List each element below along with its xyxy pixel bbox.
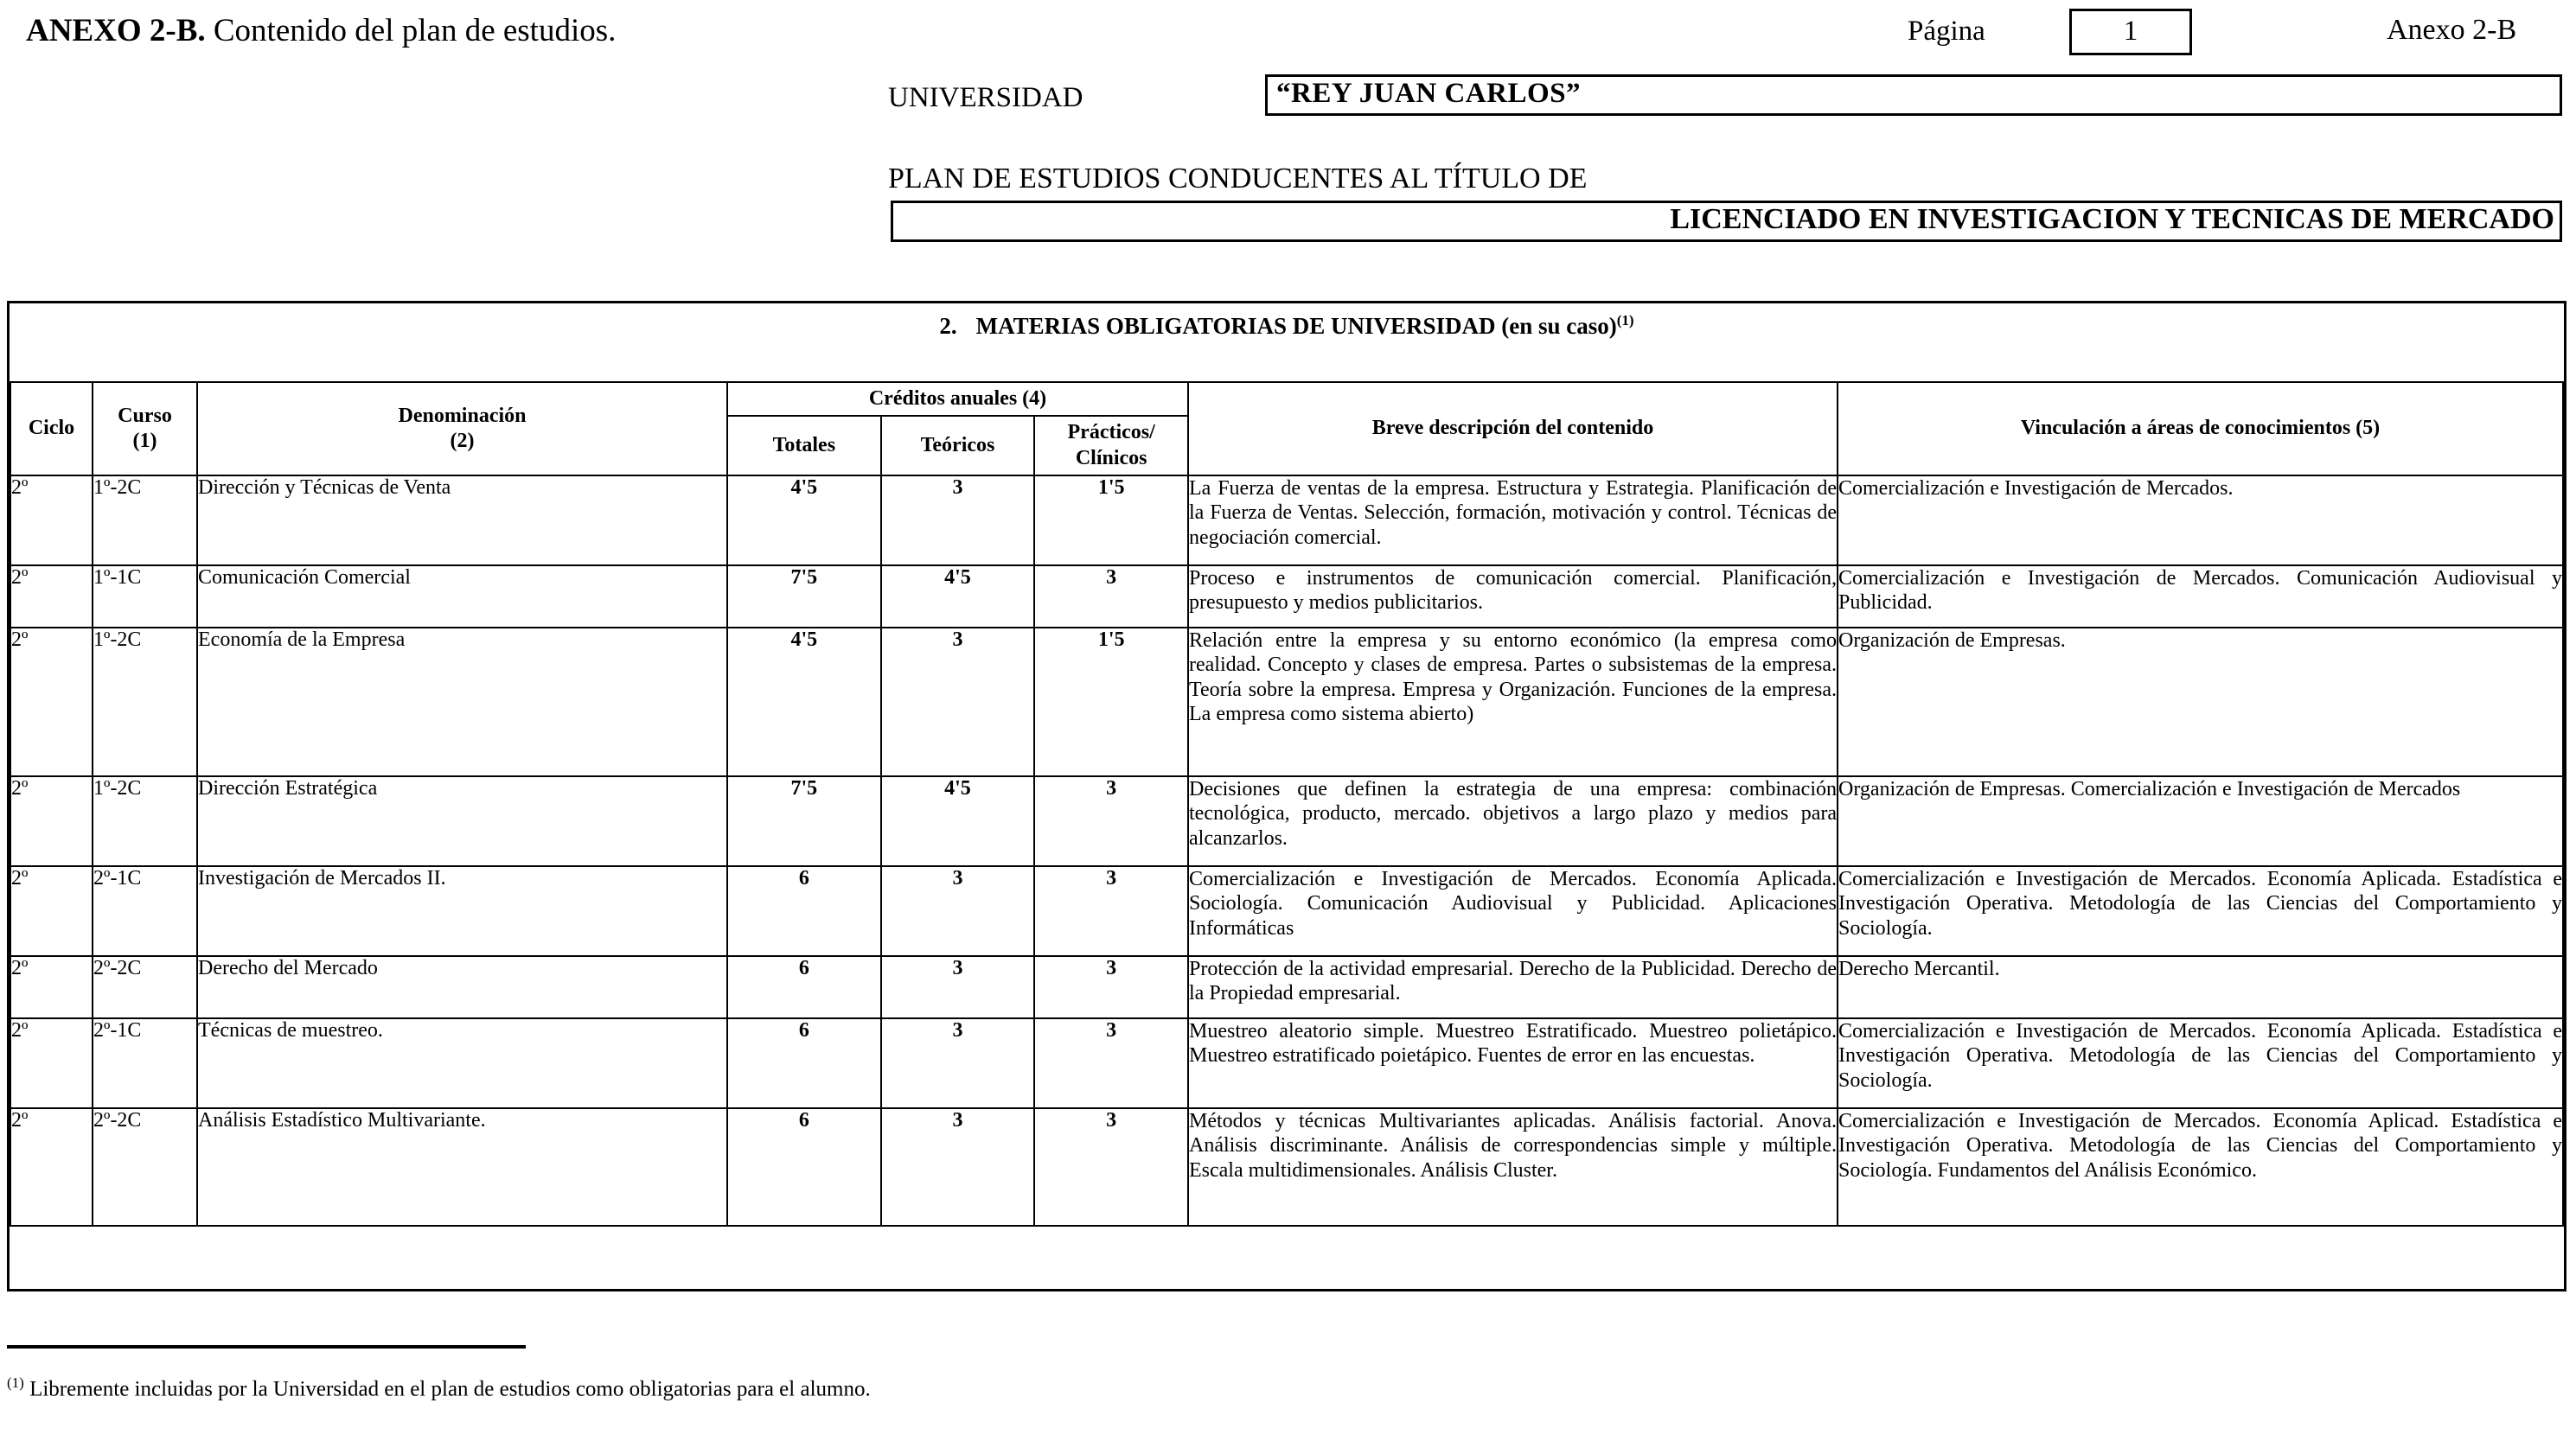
cell-totales: 6 xyxy=(727,1018,881,1108)
cell-descripcion: Métodos y técnicas Multivariantes aplicadas. Análisis factorial. Anova. Análisis discriminante. Análisis de correspondencias simple y múltiple. Escala multidimensionales. Análisis Cluster. xyxy=(1188,1108,1838,1226)
col-header-practicos-line2: Clínicos xyxy=(1075,446,1147,469)
cell-ciclo: 2º xyxy=(10,565,93,628)
cell-practicos: 3 xyxy=(1034,866,1188,956)
cell-denominacion: Derecho del Mercado xyxy=(197,956,727,1018)
materias-table xyxy=(10,381,2564,1227)
section-title-text: MATERIAS OBLIGATORIAS DE UNIVERSIDAD (en su caso) xyxy=(975,313,1617,339)
table-head xyxy=(10,382,2563,475)
cell-ciclo: 2º xyxy=(10,1018,93,1108)
cell-descripcion: Comercialización e Investigación de Mercados. Economía Aplicada. Sociología. Comunicación Audiovisual y Publicidad. Aplicaciones Informáticas xyxy=(1188,866,1838,956)
table-row xyxy=(10,628,2563,776)
footnote-marker: (1) xyxy=(7,1374,24,1391)
cell-vinculacion: Comercialización e Investigación de Mercados. Economía Aplicada. Estadística e Investigación Operativa. Metodología de las Ciencias del Comportamiento y Sociología. xyxy=(1838,866,2563,956)
cell-teoricos: 4'5 xyxy=(881,776,1035,866)
cell-curso: 1º-1C xyxy=(93,565,197,628)
cell-descripcion: Proceso e instrumentos de comunicación comercial. Planificación, presupuesto y medios publicitarios. xyxy=(1188,565,1838,628)
cell-vinculacion: Derecho Mercantil. xyxy=(1838,956,2563,1018)
section-title-footnote-marker: (1) xyxy=(1616,312,1634,328)
plan-estudios-label: PLAN DE ESTUDIOS CONDUCENTES AL TÍTULO DE xyxy=(888,163,1588,195)
cell-ciclo: 2º xyxy=(10,475,93,565)
page-number-box: 1 xyxy=(2069,9,2192,55)
cell-descripcion: Decisiones que definen la estrategia de una empresa: combinación tecnológica, producto, mercado. objetivos a largo plazo y medios para alcanzarlos. xyxy=(1188,776,1838,866)
cell-totales: 6 xyxy=(727,866,881,956)
cell-vinculacion: Comercialización e Investigación de Mercados. xyxy=(1838,475,2563,565)
cell-practicos: 3 xyxy=(1034,1108,1188,1226)
cell-curso: 2º-2C xyxy=(93,956,197,1018)
cell-ciclo: 2º xyxy=(10,628,93,776)
col-header-curso-line1: Curso xyxy=(118,404,172,427)
cell-totales: 6 xyxy=(727,1108,881,1226)
table-row xyxy=(10,475,2563,565)
col-header-practicos-clinicos xyxy=(1034,416,1188,475)
cell-denominacion: Economía de la Empresa xyxy=(197,628,727,776)
col-header-denominacion-line2: (2) xyxy=(450,429,475,452)
cell-curso: 2º-1C xyxy=(93,866,197,956)
col-header-practicos-line1: Prácticos/ xyxy=(1067,421,1155,444)
col-header-ciclo: Ciclo xyxy=(10,382,93,475)
cell-totales: 6 xyxy=(727,956,881,1018)
cell-denominacion: Dirección Estratégica xyxy=(197,776,727,866)
table-row xyxy=(10,776,2563,866)
cell-denominacion: Técnicas de muestreo. xyxy=(197,1018,727,1108)
plan-estudios-field xyxy=(891,201,2562,242)
col-header-totales: Totales xyxy=(727,416,881,475)
page-header xyxy=(0,7,2576,64)
table-row xyxy=(10,1108,2563,1226)
col-header-curso-line2: (1) xyxy=(132,429,157,452)
cell-practicos: 3 xyxy=(1034,956,1188,1018)
cell-teoricos: 3 xyxy=(881,866,1035,956)
cell-practicos: 3 xyxy=(1034,1018,1188,1108)
col-header-curso xyxy=(93,382,197,475)
cell-vinculacion: Organización de Empresas. Comercialización e Investigación de Mercados xyxy=(1838,776,2563,866)
cell-vinculacion: Comercialización e Investigación de Mercados. Economía Aplicad. Estadística e Investigación Operativa. Metodología de las Ciencias del Comportamiento y Sociología. Fundamentos del Análisis Económico. xyxy=(1838,1108,2563,1226)
col-header-creditos-anuales: Créditos anuales (4) xyxy=(727,382,1188,416)
cell-teoricos: 3 xyxy=(881,1108,1035,1226)
col-header-descripcion: Breve descripción del contenido xyxy=(1188,382,1838,475)
cell-teoricos: 3 xyxy=(881,628,1035,776)
cell-practicos: 1'5 xyxy=(1034,475,1188,565)
cell-denominacion: Comunicación Comercial xyxy=(197,565,727,628)
cell-curso: 2º-1C xyxy=(93,1018,197,1108)
col-header-teoricos: Teóricos xyxy=(881,416,1035,475)
cell-ciclo: 2º xyxy=(10,866,93,956)
cell-vinculacion: Organización de Empresas. xyxy=(1838,628,2563,776)
page-title-rest: Contenido del plan de estudios. xyxy=(205,13,617,48)
page-number-label: Página xyxy=(1908,16,1985,47)
cell-totales: 7'5 xyxy=(727,776,881,866)
cell-curso: 1º-2C xyxy=(93,475,197,565)
cell-ciclo: 2º xyxy=(10,776,93,866)
cell-vinculacion: Comercialización e Investigación de Mercados. Economía Aplicada. Estadística e Investigación Operativa. Metodología de las Ciencias del Comportamiento y Sociología. xyxy=(1838,1018,2563,1108)
section-title xyxy=(10,312,2564,340)
table-row xyxy=(10,956,2563,1018)
col-header-denominacion xyxy=(197,382,727,475)
footnote xyxy=(7,1374,871,1401)
cell-totales: 7'5 xyxy=(727,565,881,628)
table-row xyxy=(10,866,2563,956)
universidad-value: “REY JUAN CARLOS” xyxy=(1276,78,1581,109)
cell-teoricos: 3 xyxy=(881,956,1035,1018)
cell-totales: 4'5 xyxy=(727,475,881,565)
cell-descripcion: Relación entre la empresa y su entorno económico (la empresa como realidad. Concepto y clases de empresa. Partes o subsistemas de la empresa. Teoría sobre la empresa. Empresa y Organización. Funciones de la empresa. La empresa como sistema abierto) xyxy=(1188,628,1838,776)
section-number: 2. xyxy=(939,313,957,339)
cell-teoricos: 3 xyxy=(881,1018,1035,1108)
footnote-text: Libremente incluidas por la Universidad en el plan de estudios como obligatorias para el alumno. xyxy=(23,1377,871,1401)
cell-teoricos: 3 xyxy=(881,475,1035,565)
universidad-label: UNIVERSIDAD xyxy=(888,82,1083,113)
cell-descripcion: Muestreo aleatorio simple. Muestreo Estratificado. Muestreo polietápico. Muestreo estratificado poietápico. Fuentes de error en las encuestas. xyxy=(1188,1018,1838,1108)
footnote-divider xyxy=(7,1345,526,1349)
cell-denominacion: Análisis Estadístico Multivariante. xyxy=(197,1108,727,1226)
table-row xyxy=(10,1018,2563,1108)
col-header-denominacion-line1: Denominación xyxy=(398,404,527,427)
cell-descripcion: Protección de la actividad empresarial. Derecho de la Publicidad. Derecho de la Propiedad empresarial. xyxy=(1188,956,1838,1018)
cell-ciclo: 2º xyxy=(10,1108,93,1226)
cell-practicos: 3 xyxy=(1034,776,1188,866)
table-row xyxy=(10,565,2563,628)
cell-ciclo: 2º xyxy=(10,956,93,1018)
cell-denominacion: Investigación de Mercados II. xyxy=(197,866,727,956)
table-header-row-1 xyxy=(10,382,2563,416)
cell-practicos: 3 xyxy=(1034,565,1188,628)
col-header-vinculacion: Vinculación a áreas de conocimientos (5) xyxy=(1838,382,2563,475)
cell-curso: 1º-2C xyxy=(93,628,197,776)
page-title xyxy=(26,12,616,49)
cell-teoricos: 4'5 xyxy=(881,565,1035,628)
table-body xyxy=(10,475,2563,1226)
cell-descripcion: La Fuerza de ventas de la empresa. Estructura y Estrategia. Planificación de la Fuerza de Ventas. Selección, formación, motivación y control. Técnicas de negociación comercial. xyxy=(1188,475,1838,565)
cell-practicos: 1'5 xyxy=(1034,628,1188,776)
universidad-field xyxy=(1265,74,2562,116)
materias-table-frame xyxy=(7,301,2566,1291)
cell-totales: 4'5 xyxy=(727,628,881,776)
cell-curso: 2º-2C xyxy=(93,1108,197,1226)
anexo-reference: Anexo 2-B xyxy=(2387,14,2517,46)
cell-denominacion: Dirección y Técnicas de Venta xyxy=(197,475,727,565)
cell-curso: 1º-2C xyxy=(93,776,197,866)
plan-estudios-value: LICENCIADO EN INVESTIGACION Y TECNICAS DE MERCADO xyxy=(1670,203,2554,235)
page-title-bold: ANEXO 2-B. xyxy=(26,13,206,48)
cell-vinculacion: Comercialización e Investigación de Mercados. Comunicación Audiovisual y Publicidad. xyxy=(1838,565,2563,628)
